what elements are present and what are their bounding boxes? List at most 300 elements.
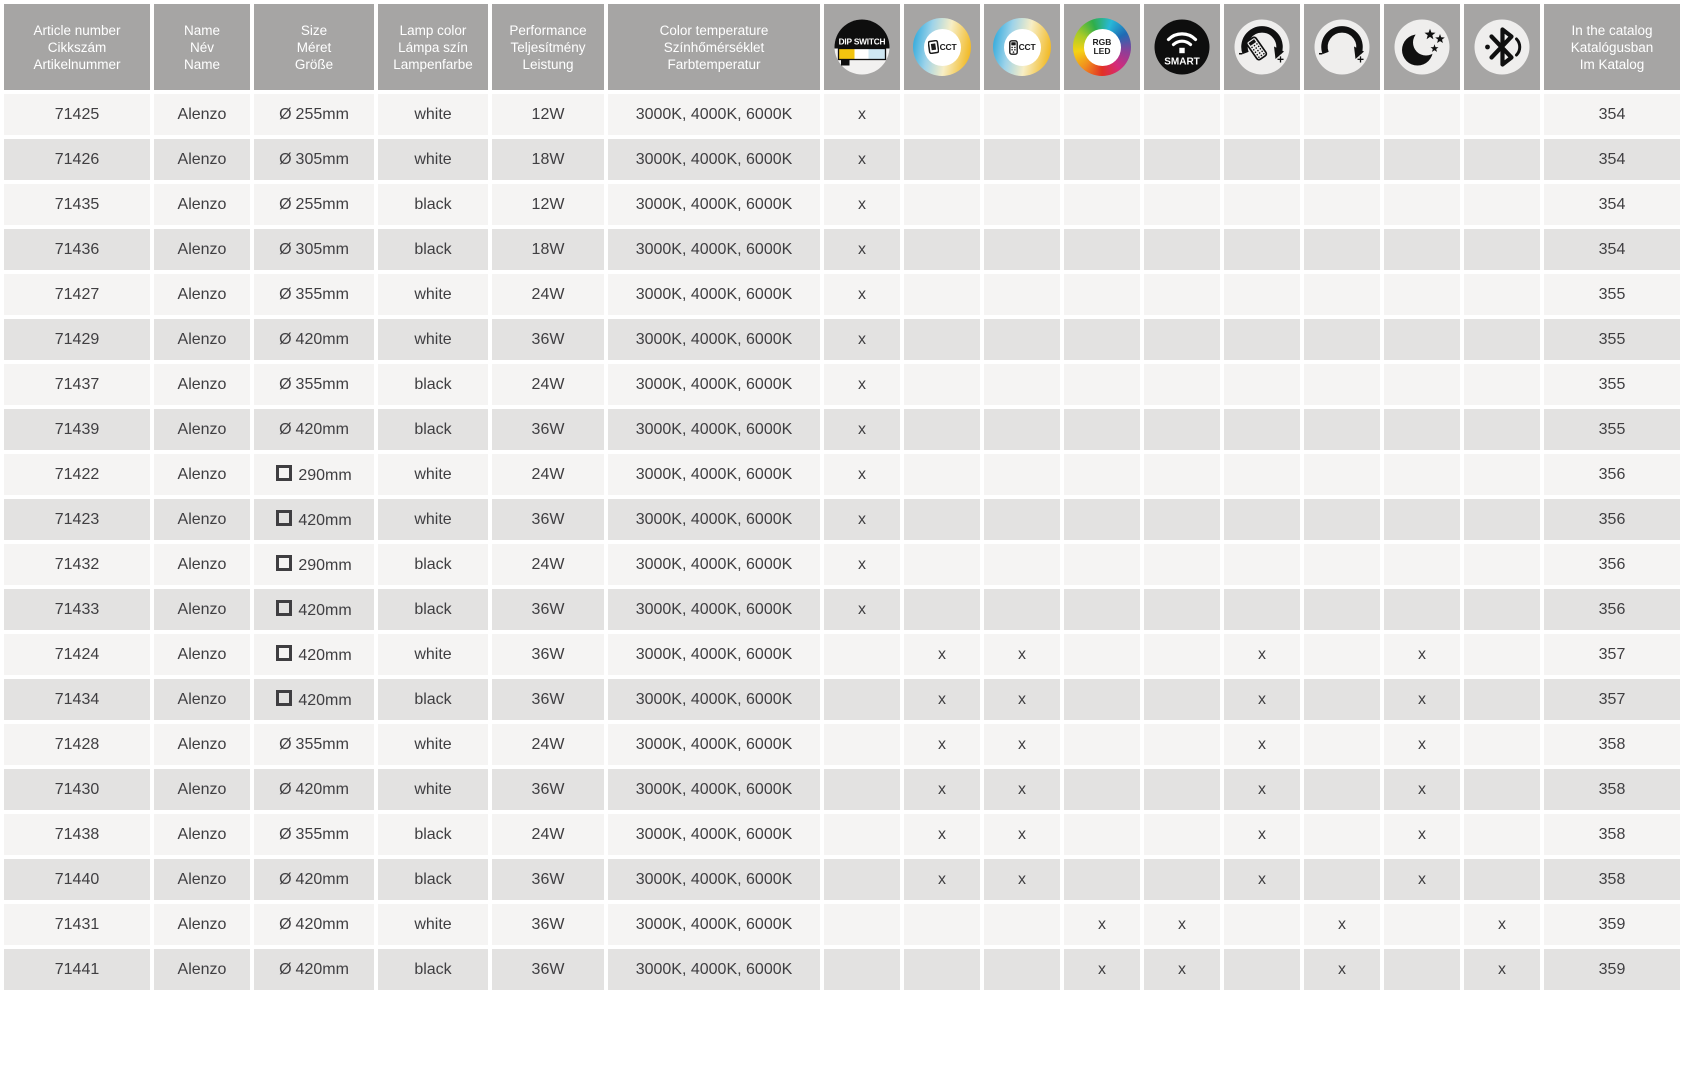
cell-name: Alenzo (154, 769, 250, 810)
table-row (4, 499, 1680, 540)
cell-smart (1144, 94, 1220, 135)
cell-rgb_led (1064, 184, 1140, 225)
header-line: Lámpa szín (398, 39, 468, 55)
cell-cct_remote: x (984, 814, 1060, 855)
cell-bluetooth (1464, 724, 1540, 765)
cell-smart (1144, 724, 1220, 765)
table-row (4, 319, 1680, 360)
cell-bluetooth (1464, 634, 1540, 675)
cell-catalog-page: 356 (1544, 499, 1680, 540)
cell-color-temperature: 3000K, 4000K, 6000K (608, 274, 820, 315)
cell-cct_remote: x (984, 859, 1060, 900)
table-row (4, 139, 1680, 180)
cell-cct_remote (984, 319, 1060, 360)
cell-lamp-color: white (378, 139, 488, 180)
diameter-symbol: Ø (279, 285, 292, 303)
diameter-symbol: Ø (279, 330, 292, 348)
cell-performance: 36W (492, 634, 604, 675)
header-line: Performance (509, 22, 587, 38)
cell-cct_switch (904, 139, 980, 180)
cell-dimmer (1304, 94, 1380, 135)
cell-rgb_led (1064, 139, 1140, 180)
cell-catalog-page: 358 (1544, 769, 1680, 810)
cell-cct_remote (984, 904, 1060, 945)
cell-remote_dimmer (1224, 499, 1300, 540)
cell-bluetooth (1464, 589, 1540, 630)
table-row (4, 229, 1680, 270)
column-header-name (154, 4, 250, 90)
cell-dimmer: x (1304, 904, 1380, 945)
header-line: Size (300, 22, 328, 38)
cell-bluetooth (1464, 184, 1540, 225)
cell-dip_switch: x (824, 364, 900, 405)
cell-dip_switch: x (824, 589, 900, 630)
cell-color-temperature: 3000K, 4000K, 6000K (608, 94, 820, 135)
cell-article: 71437 (4, 364, 150, 405)
cell-cct_remote (984, 229, 1060, 270)
cell-size: 420mm (254, 679, 374, 720)
cell-night_mode (1384, 499, 1460, 540)
cell-name: Alenzo (154, 499, 250, 540)
cell-catalog-page: 354 (1544, 94, 1680, 135)
table-row (4, 544, 1680, 585)
cell-article: 71438 (4, 814, 150, 855)
cell-dimmer (1304, 364, 1380, 405)
cell-size: 420mm (254, 499, 374, 540)
cell-performance: 24W (492, 724, 604, 765)
cell-lamp-color: white (378, 274, 488, 315)
square-shape-icon (276, 600, 292, 616)
cell-smart (1144, 454, 1220, 495)
cell-dimmer (1304, 544, 1380, 585)
cell-dimmer (1304, 679, 1380, 720)
cell-color-temperature: 3000K, 4000K, 6000K (608, 229, 820, 270)
cell-article: 71430 (4, 769, 150, 810)
table-row (4, 949, 1680, 990)
cell-color-temperature: 3000K, 4000K, 6000K (608, 544, 820, 585)
cell-remote_dimmer (1224, 229, 1300, 270)
cell-cct_switch: x (904, 724, 980, 765)
cell-bluetooth (1464, 409, 1540, 450)
cell-cct_remote: x (984, 679, 1060, 720)
cell-color-temperature: 3000K, 4000K, 6000K (608, 949, 820, 990)
cell-cct_remote (984, 184, 1060, 225)
cell-performance: 24W (492, 814, 604, 855)
column-header-bluetooth (1464, 4, 1540, 90)
cell-color-temperature: 3000K, 4000K, 6000K (608, 139, 820, 180)
diameter-symbol: Ø (279, 915, 292, 933)
cell-smart: x (1144, 949, 1220, 990)
cell-cct_remote (984, 139, 1060, 180)
cell-cct_switch: x (904, 634, 980, 675)
cell-performance: 24W (492, 274, 604, 315)
cell-dip_switch (824, 679, 900, 720)
square-shape-icon (276, 465, 292, 481)
cell-smart (1144, 184, 1220, 225)
smart-wifi-icon (1153, 18, 1211, 76)
column-header-color_temperature (608, 4, 820, 90)
cell-article: 71423 (4, 499, 150, 540)
cell-name: Alenzo (154, 274, 250, 315)
cell-dip_switch (824, 769, 900, 810)
cell-article: 71435 (4, 184, 150, 225)
cell-catalog-page: 355 (1544, 364, 1680, 405)
table-row (4, 724, 1680, 765)
column-header-rgb_led (1064, 4, 1140, 90)
cell-lamp-color: white (378, 904, 488, 945)
table-row (4, 634, 1680, 675)
cell-dip_switch: x (824, 94, 900, 135)
cell-lamp-color: white (378, 499, 488, 540)
cell-cct_remote (984, 409, 1060, 450)
column-header-cct_switch (904, 4, 980, 90)
cell-article: 71432 (4, 544, 150, 585)
cell-performance: 24W (492, 364, 604, 405)
cell-night_mode (1384, 139, 1460, 180)
cell-size: Ø 420mm (254, 859, 374, 900)
cell-dimmer: x (1304, 949, 1380, 990)
diameter-symbol: Ø (279, 375, 292, 393)
cell-size: Ø 420mm (254, 319, 374, 360)
cell-lamp-color: white (378, 634, 488, 675)
cell-catalog-page: 354 (1544, 184, 1680, 225)
cell-catalog-page: 356 (1544, 544, 1680, 585)
cell-remote_dimmer: x (1224, 859, 1300, 900)
cell-catalog-page: 356 (1544, 454, 1680, 495)
cell-cct_switch (904, 319, 980, 360)
cell-size: Ø 420mm (254, 949, 374, 990)
cell-rgb_led (1064, 319, 1140, 360)
header-line: Színhőmérséklet (663, 39, 765, 55)
diameter-symbol: Ø (279, 960, 292, 978)
header-line: Katalógusban (1570, 39, 1654, 55)
cell-lamp-color: white (378, 94, 488, 135)
cell-cct_switch (904, 499, 980, 540)
cell-cct_switch: x (904, 859, 980, 900)
cell-name: Alenzo (154, 589, 250, 630)
cell-rgb_led (1064, 229, 1140, 270)
cell-article: 71429 (4, 319, 150, 360)
cell-lamp-color: black (378, 859, 488, 900)
cell-remote_dimmer (1224, 409, 1300, 450)
cell-cct_switch (904, 904, 980, 945)
cell-cct_switch (904, 229, 980, 270)
cell-article: 71427 (4, 274, 150, 315)
cell-remote_dimmer (1224, 319, 1300, 360)
cell-bluetooth (1464, 499, 1540, 540)
cell-cct_remote (984, 949, 1060, 990)
cell-color-temperature: 3000K, 4000K, 6000K (608, 184, 820, 225)
header-row (4, 4, 1680, 90)
square-shape-icon (276, 645, 292, 661)
diameter-symbol: Ø (279, 735, 292, 753)
cell-night_mode: x (1384, 724, 1460, 765)
cell-dip_switch (824, 814, 900, 855)
cell-size: 290mm (254, 544, 374, 585)
cell-bluetooth: x (1464, 949, 1540, 990)
cell-article: 71428 (4, 724, 150, 765)
header-line: Größe (294, 56, 334, 72)
cct-remote-icon: CCT (993, 18, 1051, 76)
cell-performance: 18W (492, 139, 604, 180)
cell-bluetooth (1464, 544, 1540, 585)
cell-remote_dimmer: x (1224, 724, 1300, 765)
cell-rgb_led (1064, 859, 1140, 900)
cell-remote_dimmer (1224, 904, 1300, 945)
cell-catalog-page: 357 (1544, 634, 1680, 675)
cell-lamp-color: white (378, 724, 488, 765)
cell-catalog-page: 358 (1544, 859, 1680, 900)
table-row (4, 589, 1680, 630)
cell-remote_dimmer (1224, 364, 1300, 405)
cell-dip_switch: x (824, 319, 900, 360)
svg-text:DIP SWITCH: DIP SWITCH (838, 36, 886, 47)
cell-dip_switch: x (824, 454, 900, 495)
column-header-night_mode (1384, 4, 1460, 90)
cell-dimmer (1304, 274, 1380, 315)
square-shape-icon (276, 510, 292, 526)
cell-catalog-page: 359 (1544, 904, 1680, 945)
cell-night_mode: x (1384, 769, 1460, 810)
cell-night_mode: x (1384, 634, 1460, 675)
cell-color-temperature: 3000K, 4000K, 6000K (608, 409, 820, 450)
column-header-dimmer (1304, 4, 1380, 90)
cell-smart (1144, 409, 1220, 450)
cell-catalog-page: 354 (1544, 139, 1680, 180)
moon-stars-icon (1393, 18, 1451, 76)
cell-name: Alenzo (154, 139, 250, 180)
cell-performance: 36W (492, 949, 604, 990)
cell-size: Ø 355mm (254, 724, 374, 765)
cell-article: 71436 (4, 229, 150, 270)
cell-dimmer (1304, 724, 1380, 765)
diameter-symbol: Ø (279, 870, 292, 888)
cell-performance: 36W (492, 679, 604, 720)
table-row (4, 94, 1680, 135)
cell-catalog-page: 356 (1544, 589, 1680, 630)
cell-rgb_led (1064, 814, 1140, 855)
cell-article: 71433 (4, 589, 150, 630)
diameter-symbol: Ø (279, 195, 292, 213)
column-header-performance (492, 4, 604, 90)
cell-night_mode (1384, 274, 1460, 315)
cell-article: 71434 (4, 679, 150, 720)
cell-name: Alenzo (154, 904, 250, 945)
cell-performance: 12W (492, 184, 604, 225)
cell-night_mode (1384, 589, 1460, 630)
header-line: Lampenfarbe (393, 56, 473, 72)
cell-lamp-color: black (378, 544, 488, 585)
cell-bluetooth (1464, 364, 1540, 405)
cell-lamp-color: black (378, 814, 488, 855)
cell-lamp-color: black (378, 184, 488, 225)
dip-switch-icon (833, 18, 891, 76)
cell-article: 71426 (4, 139, 150, 180)
cell-performance: 36W (492, 319, 604, 360)
cell-remote_dimmer (1224, 949, 1300, 990)
cell-dimmer (1304, 319, 1380, 360)
cell-size: Ø 420mm (254, 409, 374, 450)
table-row (4, 454, 1680, 495)
cell-color-temperature: 3000K, 4000K, 6000K (608, 904, 820, 945)
cell-performance: 12W (492, 94, 604, 135)
cell-size: 420mm (254, 634, 374, 675)
cell-performance: 18W (492, 229, 604, 270)
header-line: Farbtemperatur (667, 56, 761, 72)
cell-dip_switch (824, 724, 900, 765)
cell-lamp-color: black (378, 409, 488, 450)
cell-remote_dimmer (1224, 94, 1300, 135)
remote-dimmer-icon (1233, 18, 1291, 76)
cell-lamp-color: white (378, 319, 488, 360)
column-header-catalog (1544, 4, 1680, 90)
column-header-cct_remote (984, 4, 1060, 90)
cell-color-temperature: 3000K, 4000K, 6000K (608, 499, 820, 540)
cell-name: Alenzo (154, 409, 250, 450)
cell-dip_switch (824, 904, 900, 945)
cell-name: Alenzo (154, 544, 250, 585)
cell-name: Alenzo (154, 454, 250, 495)
cell-color-temperature: 3000K, 4000K, 6000K (608, 454, 820, 495)
cell-cct_remote (984, 94, 1060, 135)
cell-article: 71425 (4, 94, 150, 135)
diameter-symbol: Ø (279, 150, 292, 168)
cell-smart (1144, 679, 1220, 720)
table-row (4, 184, 1680, 225)
cell-cct_switch (904, 364, 980, 405)
cell-cct_remote: x (984, 769, 1060, 810)
column-header-remote_dimmer (1224, 4, 1300, 90)
cell-name: Alenzo (154, 634, 250, 675)
cell-smart (1144, 544, 1220, 585)
column-header-article (4, 4, 150, 90)
cell-night_mode: x (1384, 679, 1460, 720)
cell-bluetooth (1464, 94, 1540, 135)
cell-rgb_led: x (1064, 904, 1140, 945)
cell-bluetooth (1464, 139, 1540, 180)
cell-catalog-page: 359 (1544, 949, 1680, 990)
cell-rgb_led (1064, 454, 1140, 495)
cell-remote_dimmer (1224, 454, 1300, 495)
cell-dimmer (1304, 184, 1380, 225)
cell-color-temperature: 3000K, 4000K, 6000K (608, 634, 820, 675)
cell-article: 71422 (4, 454, 150, 495)
cell-rgb_led (1064, 589, 1140, 630)
cell-night_mode (1384, 949, 1460, 990)
cell-smart (1144, 499, 1220, 540)
cell-night_mode (1384, 409, 1460, 450)
table-row (4, 409, 1680, 450)
cell-bluetooth (1464, 679, 1540, 720)
cell-color-temperature: 3000K, 4000K, 6000K (608, 589, 820, 630)
svg-text:-: - (1238, 45, 1243, 60)
header-line: Teljesítmény (510, 39, 586, 55)
cell-cct_switch (904, 94, 980, 135)
cell-remote_dimmer (1224, 274, 1300, 315)
cell-catalog-page: 358 (1544, 814, 1680, 855)
header-line: Lamp color (399, 22, 467, 38)
cell-smart: x (1144, 904, 1220, 945)
cell-dip_switch: x (824, 544, 900, 585)
cell-bluetooth (1464, 814, 1540, 855)
table-row (4, 679, 1680, 720)
svg-text:SMART: SMART (1164, 56, 1200, 68)
header-line: Name (183, 56, 220, 72)
cell-night_mode (1384, 229, 1460, 270)
cell-name: Alenzo (154, 814, 250, 855)
cell-name: Alenzo (154, 859, 250, 900)
cell-night_mode (1384, 544, 1460, 585)
cell-name: Alenzo (154, 724, 250, 765)
header-line: Name (183, 22, 220, 38)
diameter-symbol: Ø (279, 240, 292, 258)
cell-dimmer (1304, 454, 1380, 495)
bluetooth-icon (1473, 18, 1531, 76)
cell-name: Alenzo (154, 949, 250, 990)
cell-size: Ø 355mm (254, 364, 374, 405)
cell-smart (1144, 814, 1220, 855)
cell-bluetooth (1464, 769, 1540, 810)
cell-dimmer (1304, 769, 1380, 810)
cell-smart (1144, 634, 1220, 675)
cell-dimmer (1304, 229, 1380, 270)
cell-performance: 36W (492, 589, 604, 630)
cell-lamp-color: black (378, 229, 488, 270)
cell-bluetooth (1464, 454, 1540, 495)
cell-cct_switch (904, 409, 980, 450)
cell-catalog-page: 358 (1544, 724, 1680, 765)
header-line: Leistung (522, 56, 574, 72)
column-header-dip_switch (824, 4, 900, 90)
cell-cct_remote (984, 544, 1060, 585)
cell-dip_switch: x (824, 184, 900, 225)
cell-color-temperature: 3000K, 4000K, 6000K (608, 319, 820, 360)
cell-remote_dimmer: x (1224, 679, 1300, 720)
header-line: Név (189, 39, 214, 55)
cell-dip_switch: x (824, 409, 900, 450)
cell-dimmer (1304, 409, 1380, 450)
cell-remote_dimmer (1224, 589, 1300, 630)
cell-dip_switch (824, 634, 900, 675)
cell-smart (1144, 859, 1220, 900)
header-line: Cikkszám (47, 39, 107, 55)
table-row (4, 814, 1680, 855)
cell-color-temperature: 3000K, 4000K, 6000K (608, 364, 820, 405)
cell-bluetooth (1464, 319, 1540, 360)
cell-article: 71439 (4, 409, 150, 450)
diameter-symbol: Ø (279, 825, 292, 843)
dimmer-icon (1313, 18, 1371, 76)
cell-dimmer (1304, 859, 1380, 900)
cell-smart (1144, 589, 1220, 630)
header-line: Color temperature (659, 22, 769, 38)
cell-cct_switch (904, 454, 980, 495)
cell-smart (1144, 229, 1220, 270)
cell-night_mode (1384, 184, 1460, 225)
diameter-symbol: Ø (279, 105, 292, 123)
cell-lamp-color: black (378, 589, 488, 630)
cell-size: 290mm (254, 454, 374, 495)
cell-smart (1144, 319, 1220, 360)
diameter-symbol: Ø (279, 420, 292, 438)
column-header-size (254, 4, 374, 90)
table-row (4, 364, 1680, 405)
cell-smart (1144, 139, 1220, 180)
cell-dimmer (1304, 589, 1380, 630)
cell-night_mode (1384, 94, 1460, 135)
cell-name: Alenzo (154, 679, 250, 720)
header-line: Artikelnummer (33, 56, 121, 72)
